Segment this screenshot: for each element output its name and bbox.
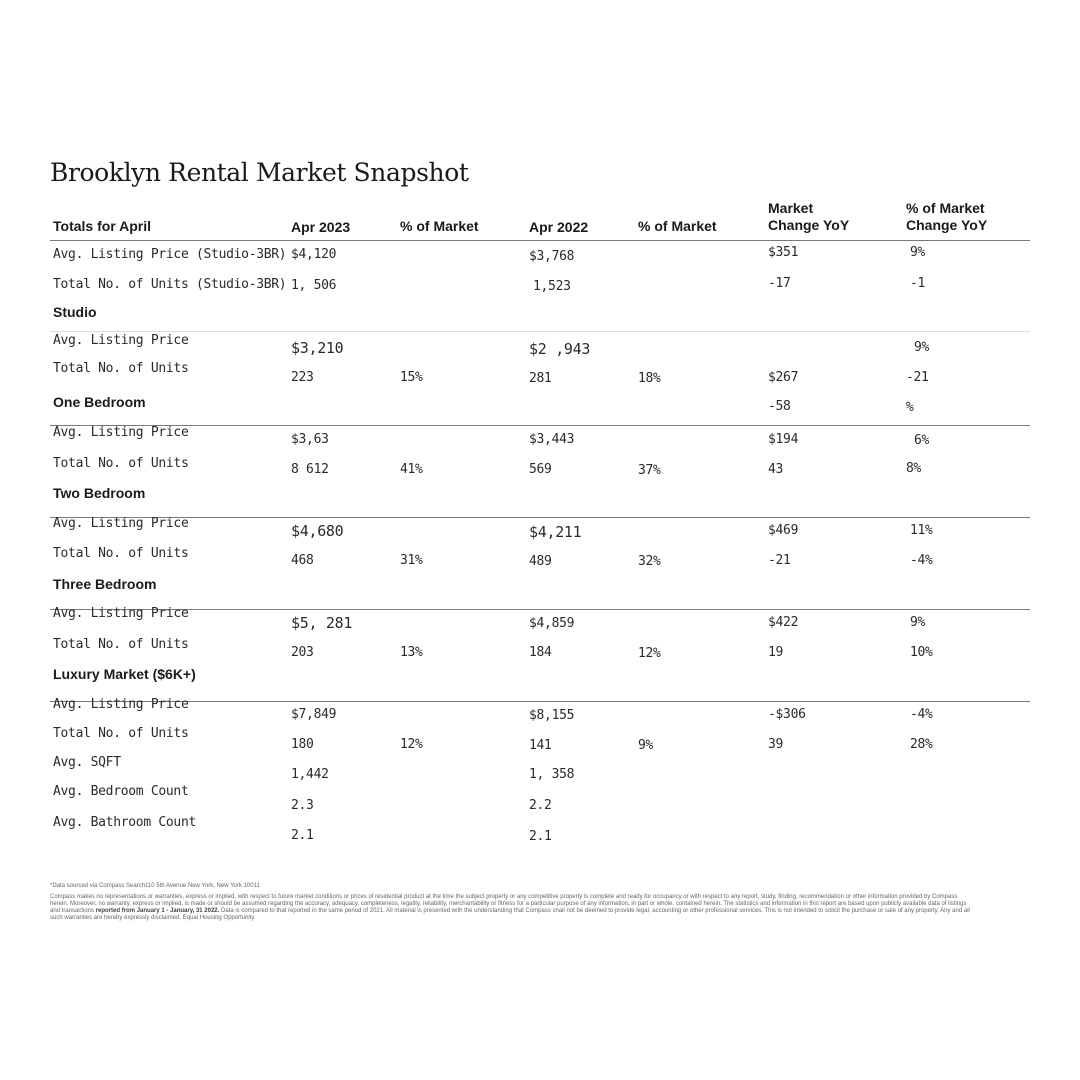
- cell-apr-2022: 184: [529, 645, 552, 660]
- row-label: Avg. Bathroom Count: [53, 815, 197, 830]
- header-pct-market-2023: % of Market: [400, 218, 479, 234]
- section-divider: [50, 425, 1030, 426]
- cell-apr-2022: $2 ,943: [529, 340, 591, 358]
- cell-pct-change: %: [906, 400, 914, 415]
- cell-pct-change: 11%: [910, 523, 933, 538]
- cell-market-change: 19: [768, 645, 784, 660]
- header-market-change-line1: Market: [768, 200, 814, 216]
- row-label: Total No. of Units: [53, 546, 189, 561]
- row-label: Total No. of Units: [53, 637, 189, 652]
- row-label: Avg. Listing Price: [53, 606, 189, 621]
- footer-source: *Data sourced via Compass Search110 5th Avenue New York, New York 10011: [50, 883, 260, 889]
- cell-pct-market-2023: 13%: [400, 645, 423, 660]
- cell-pct-change: 28%: [910, 737, 933, 752]
- cell-apr-2023: 2.1: [291, 828, 314, 843]
- cell-market-change: 43: [768, 462, 784, 477]
- cell-apr-2022: 141: [529, 738, 552, 753]
- cell-market-change: $194: [768, 432, 799, 447]
- section-three-bedroom: Three Bedroom: [53, 576, 157, 592]
- cell-apr-2023: 180: [291, 737, 314, 752]
- row-label: Avg. Listing Price: [53, 697, 189, 712]
- cell-apr-2022: $8,155: [529, 708, 575, 723]
- row-label: Total No. of Units: [53, 361, 189, 376]
- cell-apr-2022: 1,523: [533, 279, 571, 294]
- cell-apr-2023: 2.3: [291, 798, 314, 813]
- cell-apr-2022: $3,443: [529, 432, 575, 447]
- cell-apr-2023: $7,849: [291, 707, 337, 722]
- cell-pct-change: 8%: [906, 461, 922, 476]
- row-label: Total No. of Units: [53, 456, 189, 471]
- header-pct-market-2022: % of Market: [638, 218, 717, 234]
- header-market-change: [768, 200, 849, 234]
- header-totals: Totals for April: [53, 218, 151, 234]
- cell-market-change: 39: [768, 737, 784, 752]
- section-one-bedroom: One Bedroom: [53, 394, 146, 410]
- row-label: Total No. of Units: [53, 726, 189, 741]
- cell-apr-2022: 569: [529, 462, 552, 477]
- cell-pct-change: 10%: [910, 645, 933, 660]
- row-label: Avg. SQFT: [53, 755, 121, 770]
- cell-pct-change: 6%: [914, 433, 930, 448]
- cell-apr-2023: 1,442: [291, 767, 329, 782]
- cell-pct-market-2023: 31%: [400, 553, 423, 568]
- header-pct-change-line2: Change YoY: [906, 217, 988, 233]
- row-label: Total No. of Units (Studio-3BR): [53, 277, 287, 292]
- cell-market-change: -17: [768, 276, 791, 291]
- cell-pct-change: 9%: [910, 245, 926, 260]
- cell-pct-market-2022: 32%: [638, 554, 661, 569]
- cell-pct-market-2022: 37%: [638, 463, 661, 478]
- cell-pct-change: -21: [906, 370, 929, 385]
- cell-apr-2023: $5, 281: [291, 614, 353, 632]
- cell-market-change: $351: [768, 245, 799, 260]
- cell-market-change: $422: [768, 615, 799, 630]
- cell-apr-2022: 489: [529, 554, 552, 569]
- section-luxury-market: Luxury Market ($6K+): [53, 666, 196, 682]
- cell-apr-2022: 2.1: [529, 829, 552, 844]
- header-apr-2022: Apr 2022: [529, 219, 589, 235]
- cell-apr-2023: 8 612: [291, 462, 329, 477]
- cell-apr-2022: $3,768: [529, 249, 575, 264]
- cell-pct-market-2022: 9%: [638, 738, 654, 753]
- cell-pct-market-2022: 12%: [638, 646, 661, 661]
- footer-disclaimer-part1: Compass makes no representations or warranties, express or implied, with respect to future market conditions or prices of residential product at the time the subject property or any competitive property is complete and ready for occupancy or with respect to any report, study, finding, recommendation or other information provided by Compass herein. Moreover, no warranty, express or implied, is made or should be assumed regarding the accuracy, adequacy, completeness, legality, reliability, merchantability or fitness for a particular purpose of any information, in part or whole, contained herein. The statistics and information in this report are based upon publicly available data of listings and transactions: [50, 894, 967, 914]
- cell-pct-change: -1: [910, 276, 926, 291]
- cell-apr-2022: $4,211: [529, 523, 582, 541]
- header-pct-change: [906, 200, 987, 234]
- cell-pct-change: -4%: [910, 707, 933, 722]
- row-label: Avg. Listing Price (Studio-3BR): [53, 247, 287, 262]
- cell-pct-market-2023: 41%: [400, 462, 423, 477]
- cell-apr-2023: 468: [291, 553, 314, 568]
- cell-apr-2022: 281: [529, 371, 552, 386]
- cell-apr-2023: $4,120: [291, 247, 337, 262]
- cell-market-change: -58: [768, 399, 791, 414]
- cell-apr-2023: $3,63: [291, 432, 329, 447]
- cell-market-change: -21: [768, 553, 791, 568]
- footer-disclaimer: [50, 894, 975, 922]
- row-label: Avg. Listing Price: [53, 516, 189, 531]
- cell-pct-market-2023: 15%: [400, 370, 423, 385]
- cell-apr-2023: 203: [291, 645, 314, 660]
- cell-market-change: $267: [768, 370, 799, 385]
- cell-apr-2023: 1, 506: [291, 278, 337, 293]
- cell-apr-2022: 1, 358: [529, 767, 575, 782]
- section-divider: [50, 701, 1030, 702]
- cell-pct-change: 9%: [910, 615, 926, 630]
- cell-apr-2023: $3,210: [291, 339, 344, 357]
- section-divider: [50, 609, 1030, 610]
- header-apr-2023: Apr 2023: [291, 219, 351, 235]
- cell-pct-market-2023: 12%: [400, 737, 423, 752]
- row-label: Avg. Listing Price: [53, 425, 189, 440]
- row-label: Avg. Listing Price: [53, 333, 189, 348]
- cell-market-change: $469: [768, 523, 799, 538]
- section-studio: Studio: [53, 304, 97, 320]
- cell-apr-2023: $4,680: [291, 522, 344, 540]
- cell-apr-2023: 223: [291, 370, 314, 385]
- section-divider: [50, 517, 1030, 518]
- cell-pct-market-2022: 18%: [638, 371, 661, 386]
- section-two-bedroom: Two Bedroom: [53, 485, 146, 501]
- cell-apr-2022: $4,859: [529, 616, 575, 631]
- footer-disclaimer-part2: Data is compared to that reported in the same period of 2021. All material is presented with the understanding that Compass shall not be deemed to provide legal, accounting or other professional services. This is not intended to solicit the purchase or sale of any property. Any and all such warranties are hereby expressly disclaimed. Equal Housing Opportunity.: [50, 908, 970, 921]
- cell-pct-change: 9%: [914, 340, 930, 355]
- footer-disclaimer-bold: reported from January 1 - January, 31 2022.: [95, 908, 220, 914]
- row-label: Avg. Bedroom Count: [53, 784, 189, 799]
- page-title: Brooklyn Rental Market Snapshot: [50, 158, 469, 187]
- header-pct-change-line1: % of Market: [906, 200, 985, 216]
- cell-pct-change: -4%: [910, 553, 933, 568]
- cell-apr-2022: 2.2: [529, 798, 552, 813]
- section-divider: [50, 331, 1030, 332]
- header-market-change-line2: Change YoY: [768, 217, 850, 233]
- cell-market-change: -$306: [768, 707, 806, 722]
- header-divider: [50, 240, 1030, 241]
